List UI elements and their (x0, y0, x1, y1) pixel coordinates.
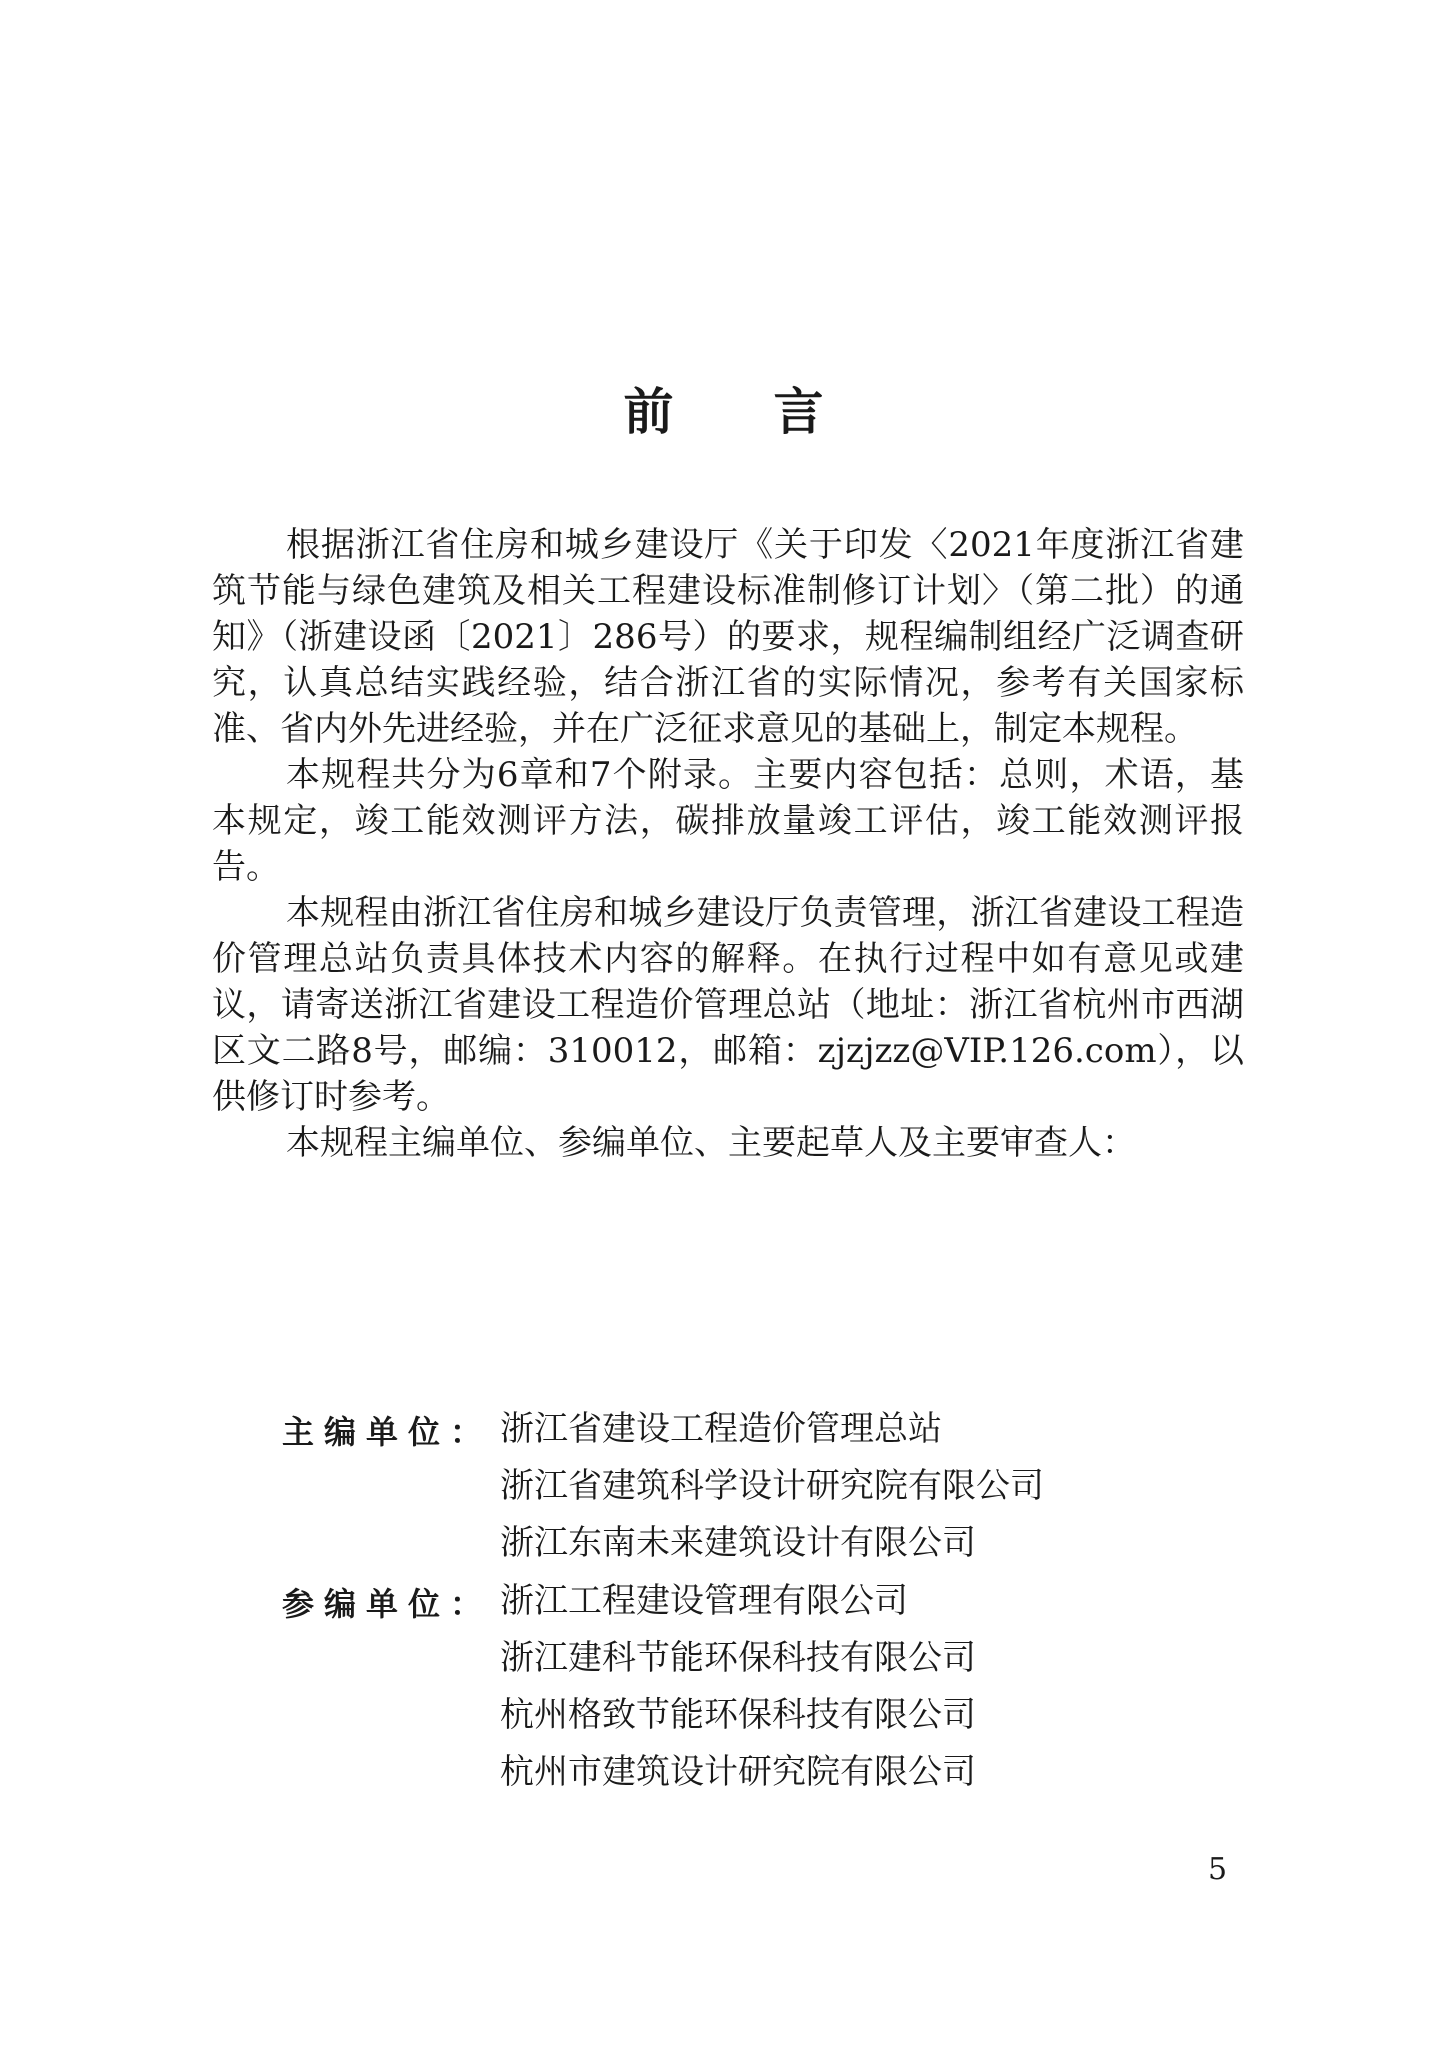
title-char-2: 言 (773, 382, 824, 441)
co-editor-unit-1: 浙江工程建设管理有限公司 (500, 1581, 908, 1621)
paragraph-contents: 本规程共分为6章和7个附录。主要内容包括：总则，术语，基本规定，竣工能效测评方法，碳排放量竣工评估，竣工能效测评报告。 (212, 755, 1244, 887)
preface-body (212, 522, 1244, 1166)
paragraph-units-intro: 本规程主编单位、参编单位、主要起草人及主要审查人： (286, 1123, 1136, 1163)
co-editor-label: 参编单位： (282, 1585, 493, 1623)
paragraph-basis: 根据浙江省住房和城乡建设厅《关于印发〈2021年度浙江省建筑节能与绿色建筑及相关工程建设标准制修订计划〉（第二批）的通知》（浙建设函〔2021〕286号）的要求，规程编制组经广泛调查研究，认真总结实践经验，结合浙江省的实际情况，参考有关国家标准、省内外先进经验，并在广泛征求意见的基础上，制定本规程。 (212, 525, 1244, 749)
chief-editor-unit-2: 浙江省建筑科学设计研究院有限公司 (500, 1466, 1044, 1506)
co-editor-unit-2: 浙江建科节能环保科技有限公司 (500, 1638, 976, 1678)
paragraph-management: 本规程由浙江省住房和城乡建设厅负责管理，浙江省建设工程造价管理总站负责具体技术内容的解释。在执行过程中如有意见或建议，请寄送浙江省建设工程造价管理总站（地址：浙江省杭州市西湖区文二路8号，邮编：310012，邮箱：zjzjzz@VIP.126.com），以供修订时参考。 (212, 893, 1244, 1117)
co-editor-unit-4: 杭州市建筑设计研究院有限公司 (500, 1752, 976, 1792)
co-editor-unit-3: 杭州格致节能环保科技有限公司 (500, 1695, 976, 1735)
page-title (0, 382, 1447, 442)
chief-editor-unit-1: 浙江省建设工程造价管理总站 (500, 1409, 942, 1449)
title-char-1: 前 (623, 382, 674, 441)
chief-editor-label: 主编单位： (282, 1413, 493, 1451)
page-number: 5 (1208, 1852, 1228, 1887)
chief-editor-unit-3: 浙江东南未来建筑设计有限公司 (500, 1523, 976, 1563)
